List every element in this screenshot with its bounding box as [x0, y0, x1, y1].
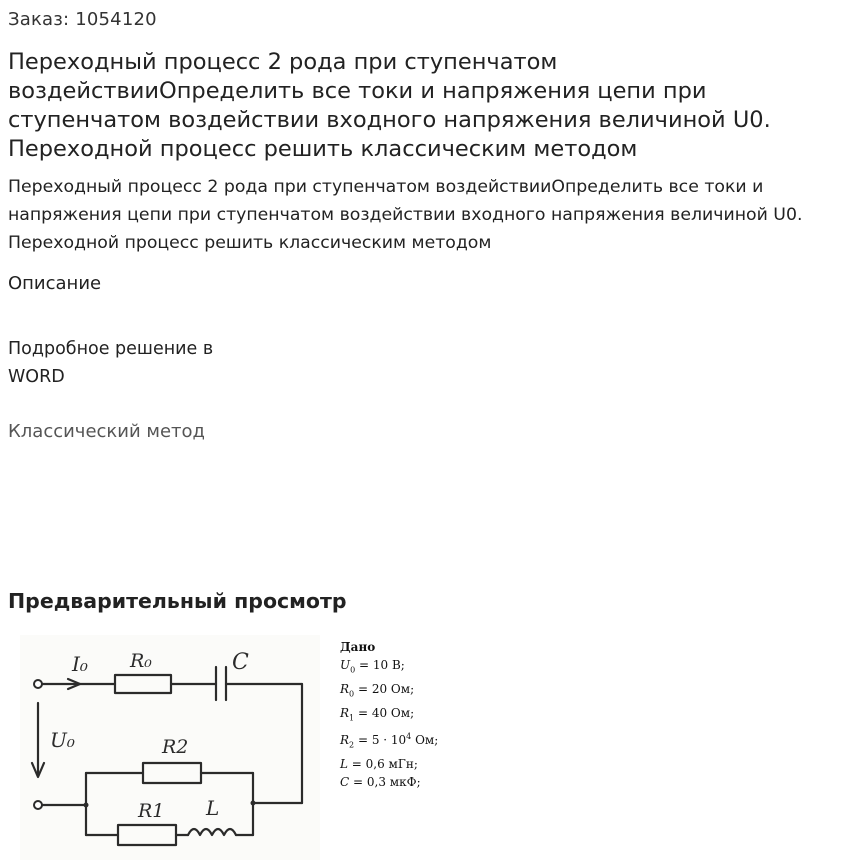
given-line-c: C = 0,3 мкФ;: [340, 775, 421, 789]
given-block: [340, 638, 438, 791]
resistor-r1: [118, 825, 176, 845]
node-left: [84, 803, 89, 808]
given-line-u0: $U_0 = 10$ В;: [340, 658, 405, 675]
label-r0: R₀: [130, 650, 152, 672]
input-terminal-bottom: [34, 801, 42, 809]
circuit-diagram-image: [20, 635, 320, 860]
given-line-l: L = 0,6 мГн;: [340, 756, 418, 771]
label-voltage: U₀: [50, 728, 75, 752]
label-r2: R2: [162, 736, 189, 758]
label-current: I₀: [72, 652, 88, 676]
label-r1: R1: [138, 800, 165, 822]
node-right: [251, 801, 256, 806]
lead-text: Переходный процесс 2 рода при ступенчатом воздействииОпределить все токи и напряжения цепи при ступенчатом воздействии входного напряжения величиной U0. Переходной процесс решить классическим методом: [8, 177, 803, 253]
given-line-r0: $R_0 = 20$ Ом;: [340, 682, 415, 699]
given-title: Дано: [340, 640, 376, 654]
resistor-r2: [143, 763, 201, 783]
given-line-r2: $R_2 = 5 \cdot 10^4$ Ом;: [340, 731, 439, 750]
resistor-r0: [115, 675, 171, 693]
method-text: Классический метод: [8, 421, 205, 442]
page-title: Переходный процесс 2 рода при ступенчатом воздействииОпределить все токи и напряжения цепи при ступенчатом воздействии входного напряжения величиной U0. Переходной процесс решить классическим методом: [8, 49, 771, 162]
label-l: L: [206, 796, 220, 820]
description-body: Подробное решение в WORD: [8, 339, 214, 387]
given-line-r1: $R_1 = 40$ Ом;: [340, 706, 415, 723]
description-label: Описание: [8, 273, 102, 294]
order-number: Заказ: 1054120: [8, 9, 157, 30]
preview-heading: Предварительный просмотр: [8, 589, 347, 613]
circuit-diagram: [20, 635, 320, 860]
input-terminal-top: [34, 680, 42, 688]
inductor-l: [188, 829, 236, 835]
label-c: C: [232, 650, 249, 675]
